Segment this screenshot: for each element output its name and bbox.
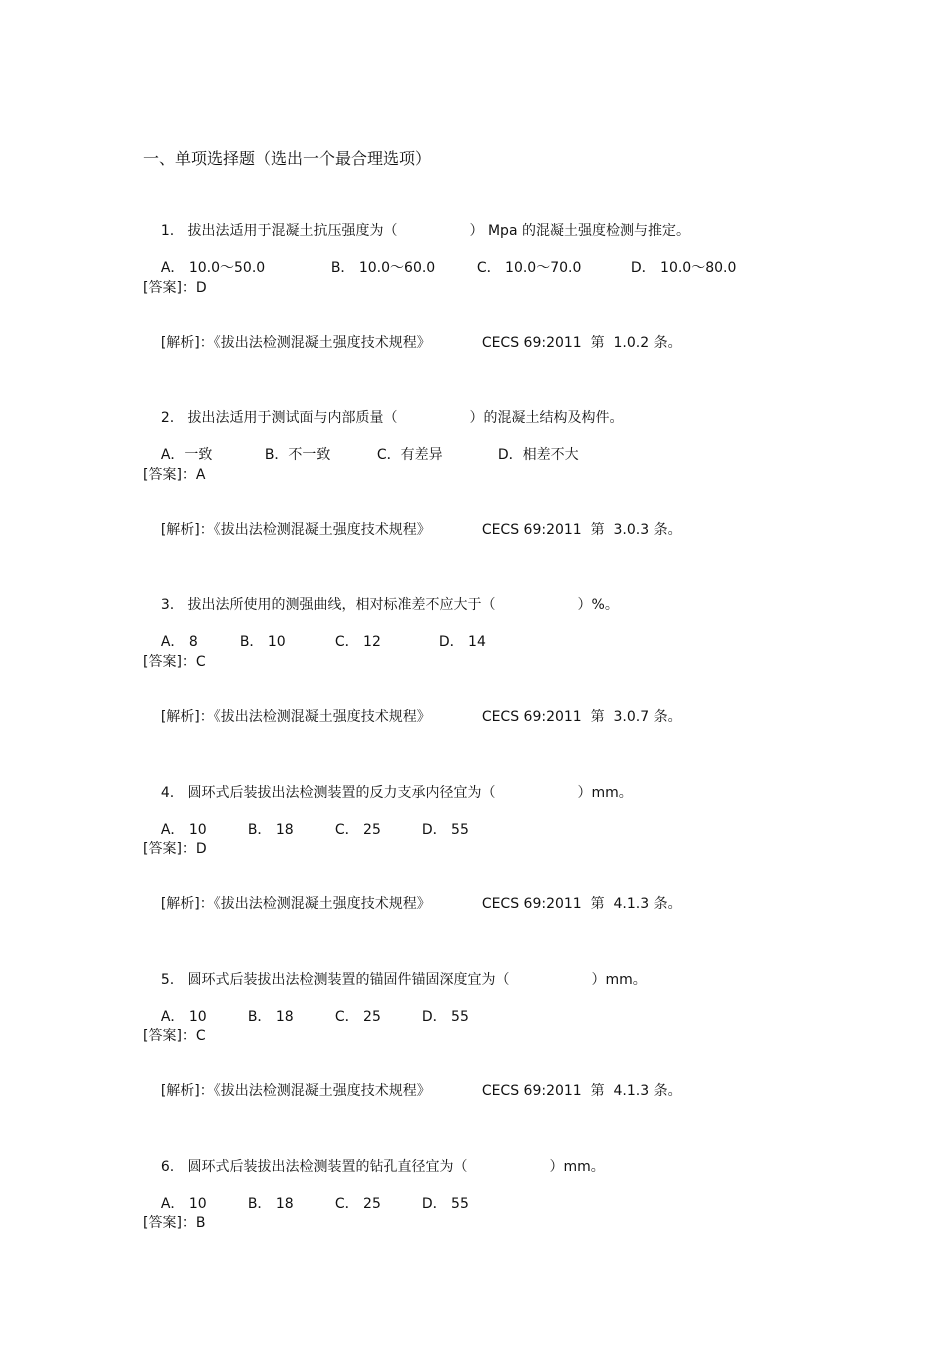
option-d: D． 55 xyxy=(421,822,469,838)
question-stem-start: 3. 拔出法所使用的测强曲线，相对标准差不应大于（ xyxy=(160,597,496,613)
question-2-analysis xyxy=(143,503,682,557)
option-a: A． 8 xyxy=(160,634,198,650)
question-stem-start: 4. 圆环式后装拔出法检测装置的反力支承内径宜为（ xyxy=(160,785,496,801)
section-title: 一、单项选择题（选出一个最合理选项） xyxy=(143,149,432,168)
question-stem-end: ）的混凝土结构及构件。 xyxy=(469,410,624,426)
question-1-analysis xyxy=(143,316,682,370)
question-stem-start: 5. 圆环式后装拔出法检测装置的锚固件锚固深度宜为（ xyxy=(160,972,510,988)
question-stem-start: 1. 拔出法适用于混凝土抗压强度为（ xyxy=(160,223,398,239)
option-c: C． 10.0～70.0 xyxy=(476,260,582,276)
question-6-answer: [答案]：B xyxy=(143,1215,206,1231)
option-c: C．有差异 xyxy=(376,447,443,463)
option-b: B． 10.0～60.0 xyxy=(330,260,436,276)
option-a: A． 10 xyxy=(160,822,207,838)
option-d: D． 55 xyxy=(421,1196,469,1212)
option-b: B． 18 xyxy=(247,1196,294,1212)
question-4-analysis xyxy=(143,877,682,931)
option-d: D． 14 xyxy=(438,634,486,650)
analysis-clause: CECS 69:2011 第 4.1.3 条。 xyxy=(481,1083,682,1099)
question-stem-start: 6. 圆环式后装拔出法检测装置的钻孔直径宜为（ xyxy=(160,1159,468,1175)
question-5-analysis xyxy=(143,1064,682,1118)
question-2-answer: [答案]：A xyxy=(143,467,206,483)
question-1-answer: [答案]：D xyxy=(143,280,207,296)
question-3-analysis xyxy=(143,690,682,744)
option-a: A．一致 xyxy=(160,447,213,463)
question-stem-end: ）%。 xyxy=(577,597,619,613)
analysis-clause: CECS 69:2011 第 1.0.2 条。 xyxy=(481,335,682,351)
option-c: C． 25 xyxy=(334,1196,381,1212)
analysis-clause: CECS 69:2011 第 4.1.3 条。 xyxy=(481,896,682,912)
option-c: C． 12 xyxy=(334,634,381,650)
option-b: B． 18 xyxy=(247,822,294,838)
question-4-answer: [答案]：D xyxy=(143,841,207,857)
option-a: A． 10 xyxy=(160,1009,207,1025)
question-1-options xyxy=(143,241,736,295)
option-b: B． 10 xyxy=(239,634,286,650)
question-stem-end: ）mm。 xyxy=(577,785,633,801)
option-b: B． 18 xyxy=(247,1009,294,1025)
analysis-source: [解析]：《拔出法检测混凝土强度技术规程》 xyxy=(160,335,431,351)
analysis-clause: CECS 69:2011 第 3.0.3 条。 xyxy=(481,522,682,538)
question-stem-end: ）mm。 xyxy=(549,1159,605,1175)
question-stem-start: 2. 拔出法适用于测试面与内部质量（ xyxy=(160,410,398,426)
analysis-source: [解析]：《拔出法检测混凝土强度技术规程》 xyxy=(160,522,431,538)
analysis-source: [解析]：《拔出法检测混凝土强度技术规程》 xyxy=(160,896,431,912)
question-2-options xyxy=(143,428,579,482)
analysis-source: [解析]：《拔出法检测混凝土强度技术规程》 xyxy=(160,1083,431,1099)
option-a: A． 10.0～50.0 xyxy=(160,260,266,276)
question-3-answer: [答案]：C xyxy=(143,654,206,670)
analysis-clause: CECS 69:2011 第 3.0.7 条。 xyxy=(481,709,682,725)
option-b: B．不一致 xyxy=(264,447,331,463)
question-stem-end: ） Mpa 的混凝土强度检测与推定。 xyxy=(469,223,690,239)
option-d: D．相差不大 xyxy=(497,447,579,463)
option-d: D． 55 xyxy=(421,1009,469,1025)
option-d: D． 10.0～80.0 xyxy=(630,260,737,276)
question-5-answer: [答案]：C xyxy=(143,1028,206,1044)
option-c: C． 25 xyxy=(334,822,381,838)
option-c: C． 25 xyxy=(334,1009,381,1025)
option-a: A． 10 xyxy=(160,1196,207,1212)
analysis-source: [解析]：《拔出法检测混凝土强度技术规程》 xyxy=(160,709,431,725)
question-stem-end: ）mm。 xyxy=(591,972,647,988)
